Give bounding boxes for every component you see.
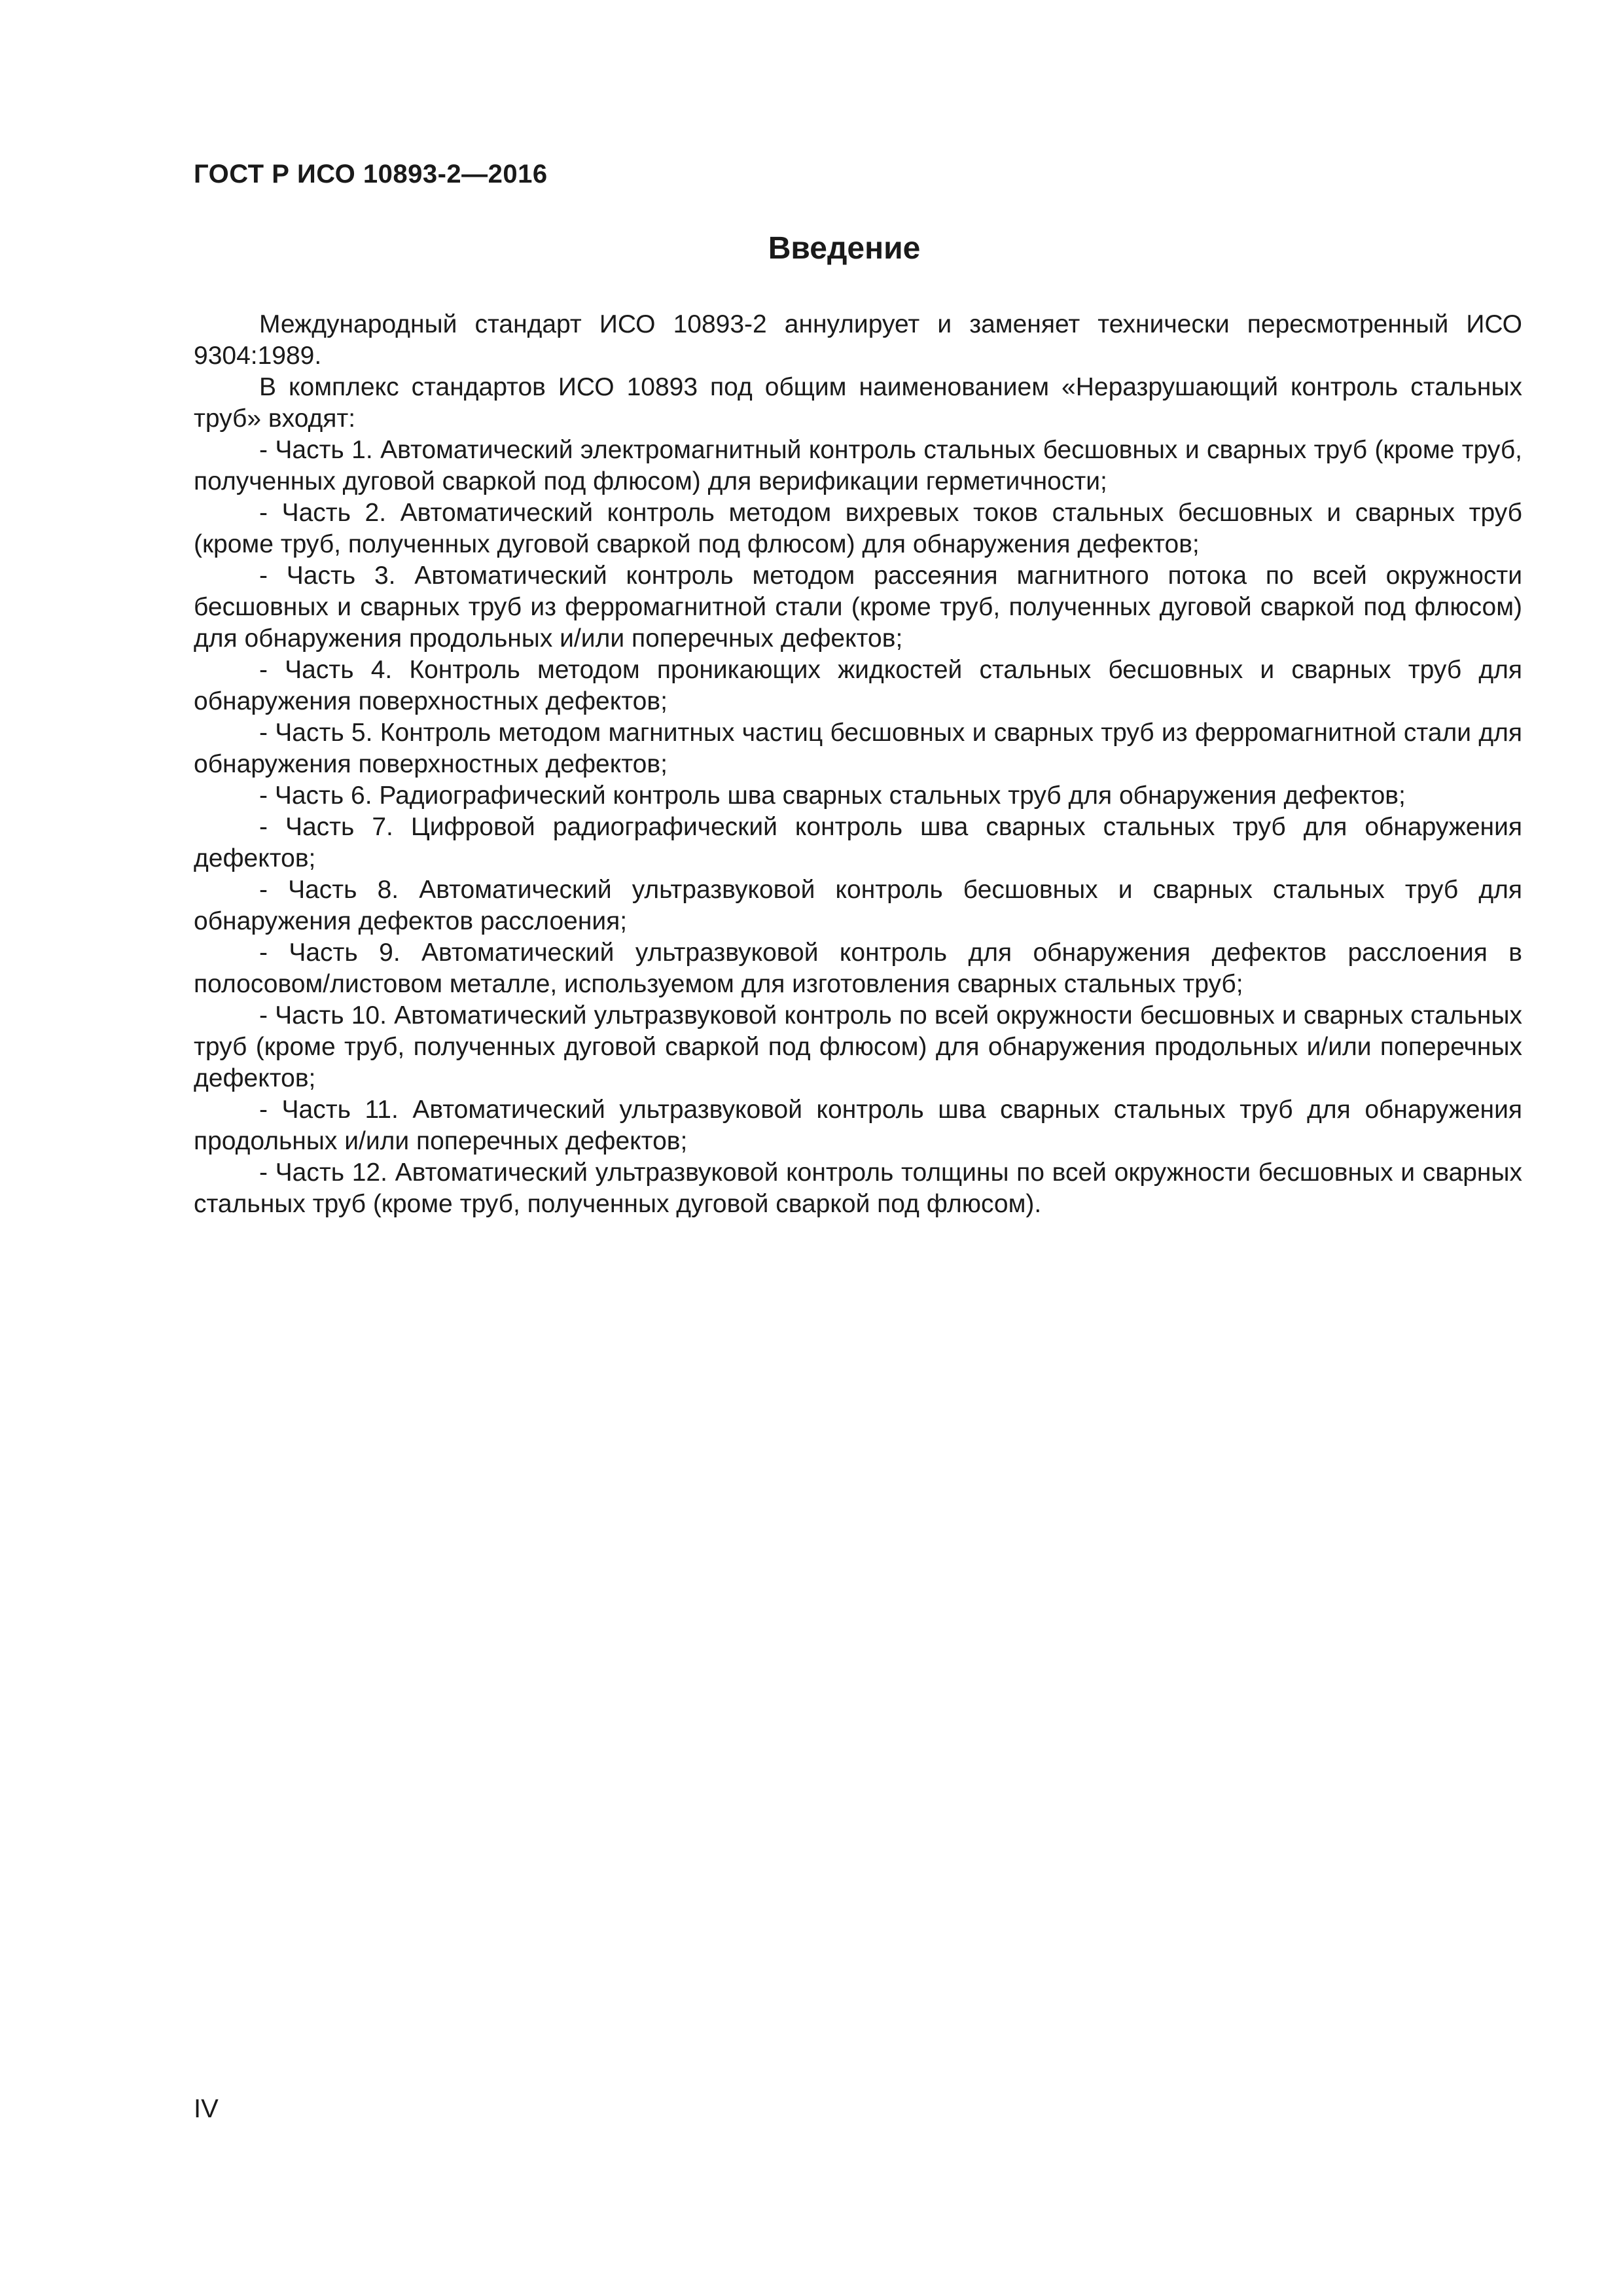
list-item-part-5: - Часть 5. Контроль методом магнитных частиц бесшовных и сварных труб из ферромагнитной стали для обнаружения поверхностных дефектов;	[194, 719, 1522, 778]
paragraph-intro: Международный стандарт ИСО 10893-2 аннулирует и заменяет технически пересмотренный ИСО 9304:1989.	[194, 310, 1522, 370]
list-item-part-7: - Часть 7. Цифровой радиографический контроль шва сварных стальных труб для обнаружения дефектов;	[194, 813, 1522, 872]
list-item-part-8: - Часть 8. Автоматический ультразвуковой контроль бесшовных и сварных стальных труб для обнаружения дефектов расслоения;	[194, 876, 1522, 935]
list-item-part-10: - Часть 10. Автоматический ультразвуковой контроль по всей окружности бесшовных и сварных стальных труб (кроме труб, полученных дуговой сваркой под флюсом) для обнаружения продольных и/или поперечных дефектов;	[194, 1001, 1522, 1092]
paragraph-series: В комплекс стандартов ИСО 10893 под общим наименованием «Неразрушающий контроль стальных труб» входят:	[194, 373, 1522, 433]
list-item-part-1: - Часть 1. Автоматический электромагнитный контроль стальных бесшовных и сварных труб (кроме труб, полученных дуговой сваркой под флюсом) для верификации герметичности;	[194, 436, 1522, 495]
list-item-part-9: - Часть 9. Автоматический ультразвуковой контроль для обнаружения дефектов расслоения в полосовом/листовом металле, используемом для изготовления сварных стальных труб;	[194, 939, 1522, 998]
list-item-part-11: - Часть 11. Автоматический ультразвуковой контроль шва сварных стальных труб для обнаружения продольных и/или поперечных дефектов;	[194, 1096, 1522, 1155]
list-item-part-2: - Часть 2. Автоматический контроль методом вихревых токов стальных бесшовных и сварных труб (кроме труб, полученных дуговой сваркой под флюсом) для обнаружения дефектов;	[194, 499, 1522, 558]
list-item-part-4: - Часть 4. Контроль методом проникающих жидкостей стальных бесшовных и сварных труб для обнаружения поверхностных дефектов;	[194, 656, 1522, 715]
page-number: IV	[194, 2094, 219, 2123]
introduction-body	[194, 309, 1522, 1220]
section-title: Введение	[768, 231, 921, 266]
list-item-part-12: - Часть 12. Автоматический ультразвуковой контроль толщины по всей окружности бесшовных и сварных стальных труб (кроме труб, полученных дуговой сваркой под флюсом).	[194, 1158, 1522, 1218]
list-item-part-3: - Часть 3. Автоматический контроль методом рассеяния магнитного потока по всей окружности бесшовных и сварных труб из ферромагнитной стали (кроме труб, полученных дуговой сваркой под флюсом) для обнаружения продольных и/или поперечных дефектов;	[194, 562, 1522, 653]
document-standard-code: ГОСТ Р ИСО 10893-2—2016	[194, 160, 548, 188]
list-item-part-6: - Часть 6. Радиографический контроль шва сварных стальных труб для обнаружения дефектов;	[259, 781, 1406, 810]
